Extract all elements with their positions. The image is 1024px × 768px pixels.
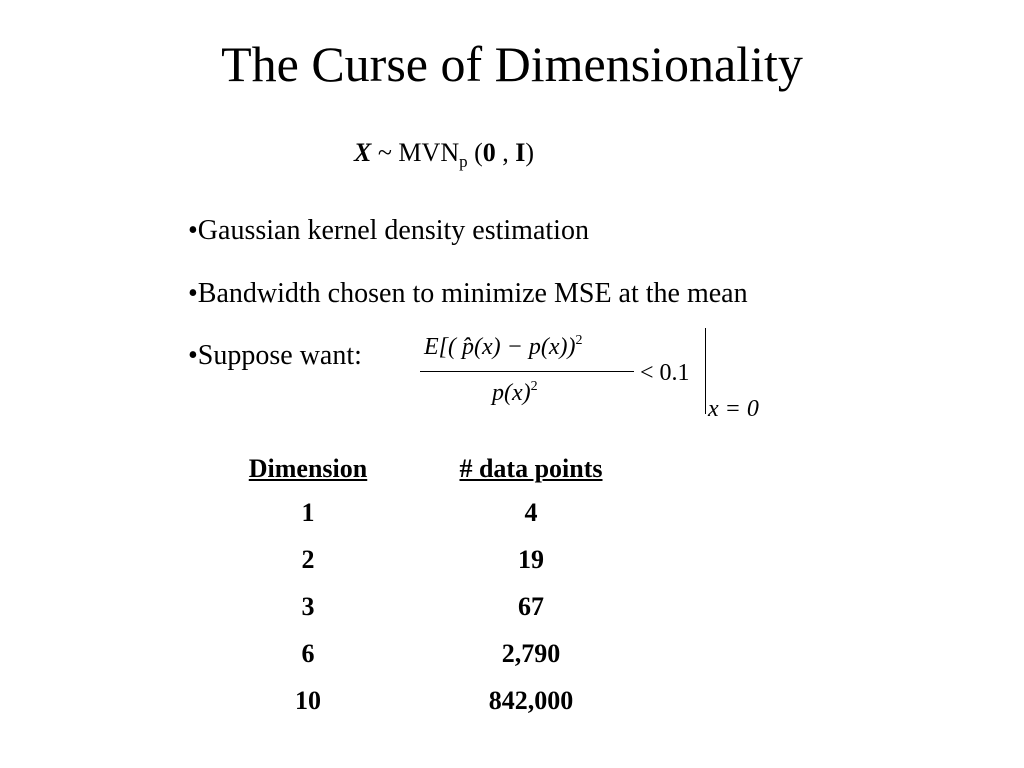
- bullet-bandwidth: •Bandwidth chosen to minimize MSE at the mean: [188, 278, 748, 309]
- numerator-expression: E[( p̂(x) − p(x)): [424, 334, 576, 360]
- cell-dimension: 1: [301, 497, 315, 527]
- table-row: [222, 536, 668, 583]
- cell-dimension: 3: [301, 591, 315, 621]
- distribution-statement: [354, 136, 534, 170]
- cell-data-points: 2,790: [501, 638, 561, 668]
- header-dimension: Dimension: [248, 454, 368, 483]
- formula-inequality: < 0.1: [640, 360, 690, 386]
- close-paren: ): [525, 138, 535, 167]
- table-row: [222, 677, 668, 724]
- distribution-family: MVN: [398, 138, 460, 167]
- denominator-exponent: 2: [530, 379, 538, 394]
- random-variable: X: [354, 138, 372, 167]
- cell-data-points: 67: [518, 591, 544, 621]
- slide-title: The Curse of Dimensionality: [221, 36, 803, 92]
- fraction-bar: [420, 371, 634, 372]
- evaluation-point: x = 0: [708, 396, 759, 422]
- covariance-matrix: I: [515, 138, 526, 167]
- table-header-row: [222, 449, 668, 489]
- open-paren: (: [474, 138, 483, 167]
- header-data-points: # data points: [459, 454, 603, 483]
- cell-dimension: 2: [301, 544, 315, 574]
- cell-data-points: 842,000: [488, 685, 574, 715]
- table-row: [222, 630, 668, 677]
- dimension-subscript: p: [459, 152, 468, 171]
- relative-mse-formula: [418, 330, 778, 426]
- numerator-exponent: 2: [575, 333, 583, 348]
- bullet-suppose-want: •Suppose want:: [188, 340, 362, 371]
- bullet-kernel-density: •Gaussian kernel density estimation: [188, 215, 589, 246]
- table-row: [222, 583, 668, 630]
- formula-denominator: [492, 378, 538, 408]
- cell-dimension: 10: [295, 685, 321, 715]
- separator: ,: [502, 138, 509, 167]
- dimension-data-table: [222, 449, 668, 724]
- table-row: [222, 489, 668, 536]
- cell-dimension: 6: [301, 638, 315, 668]
- tilde-symbol: ~: [377, 138, 392, 167]
- mean-vector: 0: [482, 138, 496, 167]
- formula-numerator: [424, 332, 582, 362]
- formula-evaluated-at: [708, 394, 759, 424]
- cell-data-points: 4: [524, 497, 538, 527]
- denominator-expression: p(x): [492, 380, 531, 406]
- evaluation-bar: [705, 328, 706, 414]
- cell-data-points: 19: [518, 544, 544, 574]
